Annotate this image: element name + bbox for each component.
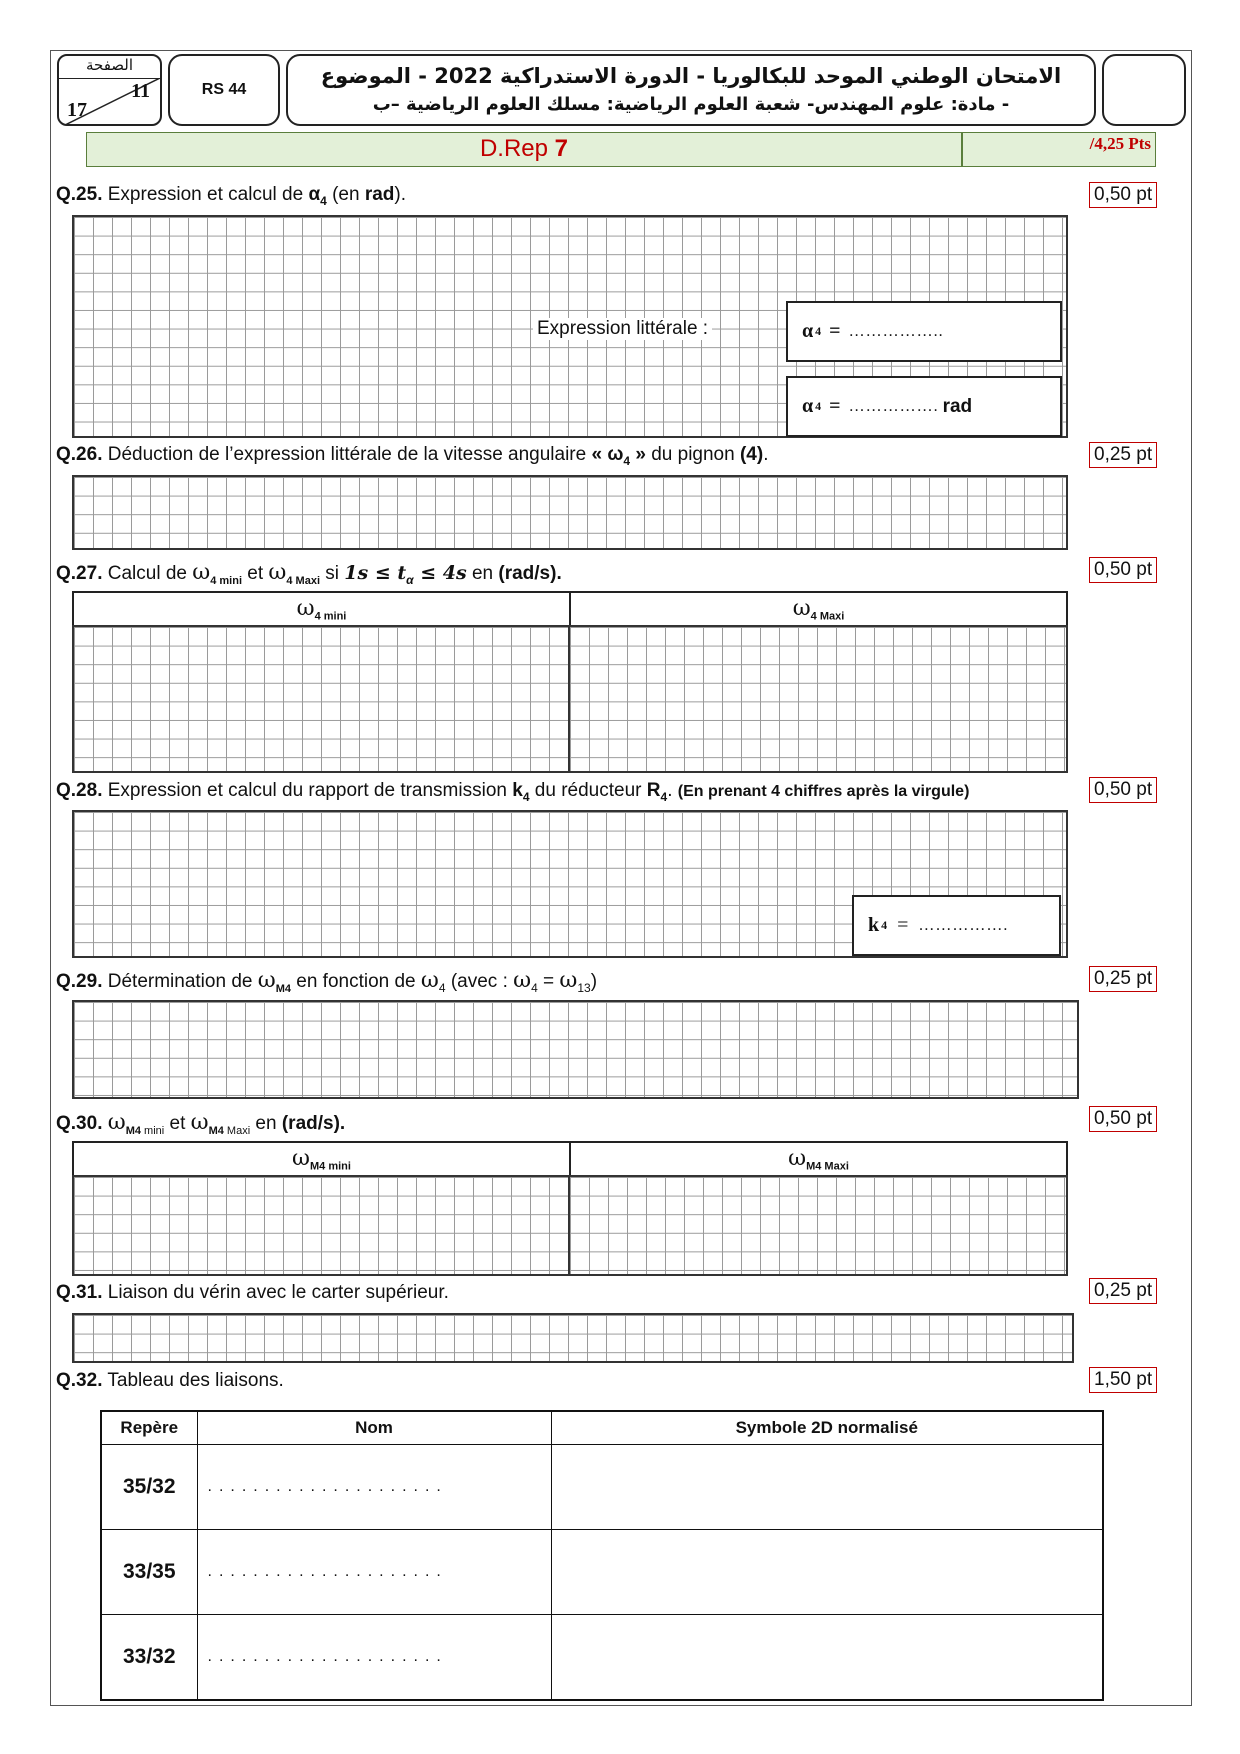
question-text: . [667,780,678,801]
symbol-omega: ω [107,1110,126,1135]
column-header-wm4-mini [74,1143,569,1176]
equals-sign: = [829,320,841,342]
question-text: Déduction de l’expression littérale de la vitesse angulaire [102,444,592,465]
blank-header-box [1102,54,1186,126]
symbol-sub: 4 [438,980,446,995]
section-points: /4,25 Pts [962,132,1156,167]
symbol-sub: 4 [660,789,668,804]
question-text: Expression et calcul de [102,184,309,205]
equals-sign: = [537,971,560,992]
question-number: Q.31. [56,1282,103,1303]
answer-grid-q26[interactable] [72,475,1068,550]
symbol-omega: ω [257,968,276,993]
symbol-omega: ω [788,1146,807,1171]
repere-cell: 33/35 [101,1530,197,1615]
score-q28: 0,50 pt [1089,777,1157,803]
answer-grid-q30-mini[interactable] [72,1175,570,1276]
question-text: Tableau des liaisons. [102,1370,284,1391]
symbol-omega: ω [192,560,211,585]
score-q27: 0,50 pt [1089,557,1157,583]
question-number: Q.26. [56,444,103,465]
section-title-text: D.Rep [479,135,548,162]
symbol-sub: Maxi [223,1124,251,1137]
question-text: (avec : [445,971,514,992]
table-header-q30 [72,1141,1068,1177]
page-total: 17 [67,99,87,121]
section-title [86,132,962,167]
question-text: (en [326,184,365,205]
score-q31: 0,25 pt [1089,1278,1157,1304]
header-repere: Repère [101,1411,197,1445]
symbol-sub: 13 [577,980,591,995]
symbol-omega: ω [296,596,315,621]
symbol-omega: ω [420,968,439,993]
math-inequality: ≤ 4s [413,562,467,584]
symbol-r: R [646,780,661,801]
question-text: Calcul de [102,563,193,584]
header-symbole: Symbole 2D normalisé [551,1411,1103,1445]
equals-sign: = [897,914,909,936]
table-row [101,1530,1103,1615]
score-q30: 0,50 pt [1089,1106,1157,1132]
symbol-sub: 4 mini [314,610,347,623]
column-header-wm4-maxi [569,1143,1066,1176]
symbol-sub: mini [141,1124,165,1137]
symbol-omega: ω [190,1110,209,1135]
symbol-omega: ω [559,968,578,993]
nom-cell[interactable]: ..................... [197,1530,551,1615]
question-text: et [242,563,269,584]
unit: rad [942,395,973,417]
question-text: si [320,563,345,584]
symbol-omega: ω [513,968,532,993]
question-text: . [763,444,769,465]
header-nom: Nom [197,1411,551,1445]
page-number-box [57,54,162,126]
symbol-omega: « ω [591,444,624,465]
table-row [101,1615,1103,1701]
liaisons-table [100,1410,1104,1701]
expression-label: Expression littérale : [533,318,712,340]
question-27 [56,560,562,587]
dotted-line: ……………. [918,916,1009,934]
question-text: Détermination de [102,971,258,992]
answer-grid-q27-maxi[interactable] [568,625,1068,773]
question-number: Q.27. [56,563,103,584]
question-text: en [466,563,499,584]
symbol-sub: 4 mini [210,574,243,587]
page-label: الصفحة [59,56,160,79]
unit: (rad/s). [281,1113,346,1134]
unit: (rad/s). [498,563,562,584]
symbol-k: k [512,780,523,801]
table-header-q27 [72,591,1068,627]
symbol-sub: 4 [881,918,888,932]
answer-grid-q27-mini[interactable] [72,625,570,773]
symbol-sub: 4 Maxi [810,610,845,623]
question-text: Expression et calcul du rapport de transmission [102,780,513,801]
symbole-cell[interactable] [551,1615,1103,1701]
symbol-sub: 4 [623,453,631,468]
question-text: en [250,1113,282,1134]
answer-grid-q30-maxi[interactable] [568,1175,1068,1276]
question-number: Q.25. [56,184,103,205]
alpha4-value-box[interactable] [786,376,1062,437]
question-text: » [630,444,646,465]
exam-title-line2: - مادة: علوم المهندس- شعبة العلوم الرياضية: مسلك العلوم الرياضية –ب [372,94,1010,115]
question-note: (En prenant 4 chiffres après la virgule) [677,783,970,800]
score-q29: 0,25 pt [1089,966,1157,992]
symbol-alpha: α [308,184,321,205]
question-text: ). [394,184,407,205]
question-32 [56,1370,284,1392]
score-q26: 0,25 pt [1089,442,1157,468]
symbol-omega: ω [792,596,811,621]
symbol-sub: M4 Maxi [806,1160,849,1173]
answer-grid-q31[interactable] [72,1313,1074,1363]
repere-cell: 35/32 [101,1445,197,1530]
question-text: Liaison du vérin avec le carter supérieur. [102,1282,449,1303]
question-text: ) [590,971,598,992]
symbol-sub: M4 [208,1124,224,1137]
k4-value-box[interactable] [852,895,1061,956]
equals-sign: = [829,395,841,417]
question-number: Q.32. [56,1370,103,1391]
exam-code: RS 44 [168,54,280,126]
math-inequality: 1s ≤ t [344,562,407,584]
question-number: Q.30. [56,1113,103,1134]
symbol-omega: ω [292,1146,310,1171]
symbol-sub: α [406,572,414,587]
repere-cell: 33/32 [101,1615,197,1701]
answer-grid-q29[interactable] [72,1000,1079,1099]
question-29 [56,968,597,995]
exam-title-line1: الامتحان الوطني الموحد للبكالوريا - الدورة الاستدراكية 2022 - الموضوع [320,64,1062,88]
symbol-alpha: α [802,320,814,342]
score-q32: 1,50 pt [1089,1367,1157,1393]
symbol-alpha: α [802,395,814,417]
symbol-omega: ω [268,560,287,585]
question-text: du pignon [645,444,740,465]
symbol-sub: 4 [815,324,822,338]
question-25 [56,184,406,208]
question-text: et [164,1113,191,1134]
section-number: 7 [554,135,569,162]
question-31 [56,1282,449,1304]
column-header-w4-maxi [569,593,1066,626]
symbol-k: k [868,914,880,936]
nom-cell[interactable]: ..................... [197,1445,551,1530]
symbol-sub: M4 mini [310,1160,351,1173]
unit: rad [364,184,395,205]
symbole-cell[interactable] [551,1530,1103,1615]
question-text: en fonction de [290,971,421,992]
question-number: Q.29. [56,971,103,992]
symbol-sub: M4 [125,1124,141,1137]
symbol-sub: 4 [531,980,538,995]
dotted-line: …………….. [848,322,944,340]
exam-title [286,54,1096,126]
symbol-sub: 4 [320,193,327,208]
question-26 [56,444,768,468]
nom-cell[interactable]: ..................... [197,1615,551,1701]
question-number: Q.28. [56,780,103,801]
dotted-line: ……………. [848,397,939,415]
score-q25: 0,50 pt [1089,182,1157,208]
alpha4-expression-box[interactable] [786,301,1062,362]
table-header-row [101,1411,1103,1445]
column-header-w4-mini [74,593,569,626]
page-number: 11 [131,80,150,102]
symbole-cell[interactable] [551,1445,1103,1530]
symbol-sub: 4 [815,399,822,413]
question-text: (4) [739,444,764,465]
symbol-sub: M4 [275,982,291,995]
question-28 [56,780,969,804]
table-row [101,1445,1103,1530]
question-text: du réducteur [529,780,647,801]
question-30 [56,1110,345,1137]
symbol-sub: 4 Maxi [286,574,321,587]
symbol-sub: 4 [522,789,530,804]
